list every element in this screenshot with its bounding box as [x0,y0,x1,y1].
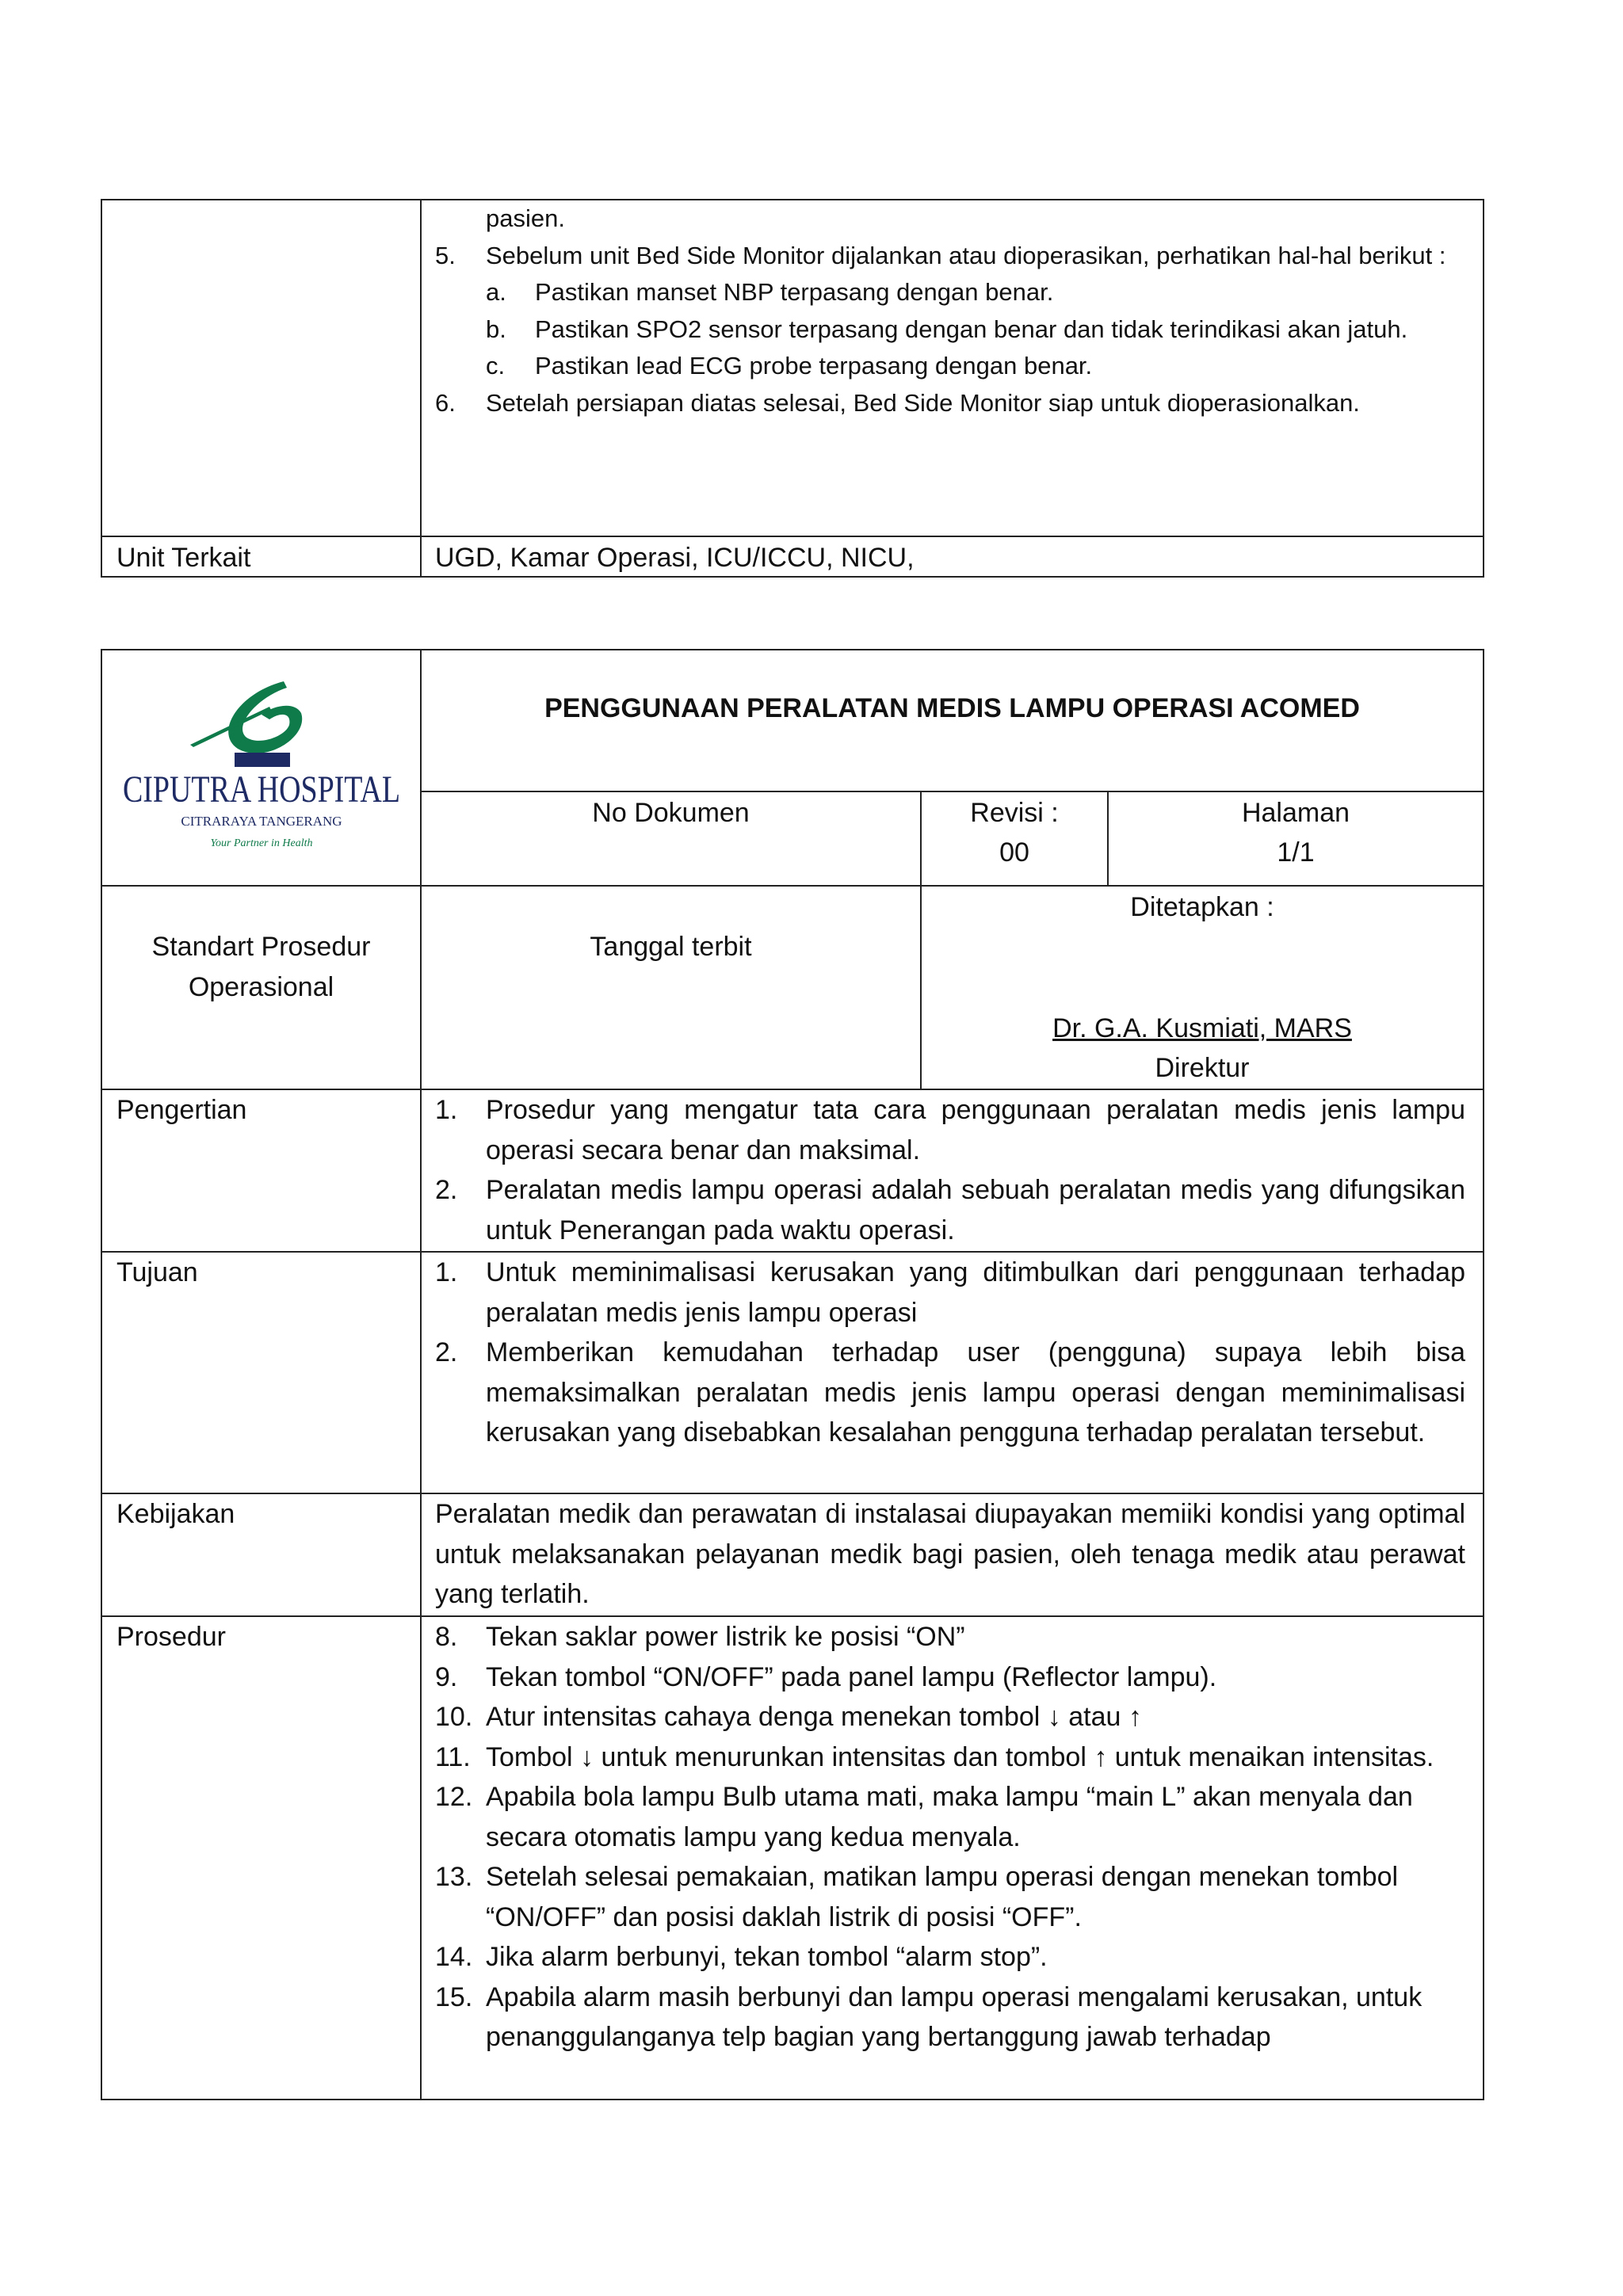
item-text: Tombol ↓ untuk menurunkan intensitas dan tombol ↑ untuk menaikan intensitas. [486,1741,1434,1772]
item-number: 10. [435,1702,473,1732]
halaman-value: 1/1 [1277,837,1315,868]
hospital-logo [111,658,412,879]
item-number: 2. [435,1337,458,1367]
item-number: 12. [435,1782,473,1812]
signer-name-text: Dr. G.A. Kusmiati, MARS [1052,1013,1352,1043]
item-number: 6. [435,388,456,417]
tanggal-terbit-label: Tanggal terbit [590,932,752,962]
item-text: Memberikan kemudahan terhadap user (pengguna) supaya lebih bisa memaksimalkan peralatan medis jenis lampu operasi dengan meminimalisasi kerusakan yang disebabkan kesalahan pengguna terhadap peralatan tersebut. [486,1337,1465,1447]
item-text: Setelah selesai pemakaian, matikan lampu operasi dengan menekan tombol “ON/OFF” dan posisi daklah listrik di posisi “OFF”. [486,1862,1399,1932]
sop-label [102,927,420,1007]
item-text: Apabila alarm masih berbunyi dan lampu operasi mengalami kerusakan, untuk penanggulanganya telp bagian yang bertanggung jawab terhadap [486,1981,1423,2052]
table-border [101,649,1484,650]
ditetapkan-label: Ditetapkan : [1130,892,1274,922]
list-item [435,1777,1465,1857]
pengertian-list [435,1090,1465,1250]
sop-label-line: Operasional [188,971,334,1002]
item-text: Jika alarm berbunyi, tekan tombol “alarm stop”. [486,1942,1048,1972]
item-number: 2. [435,1175,458,1205]
item-text: Apabila bola lampu Bulb utama mati, maka lampu “main L” akan menyala dan secara otomatis lampu yang kedua menyala. [486,1782,1413,1852]
continued-list [435,200,1465,421]
list-item [435,1937,1465,1978]
table-border [1483,649,1484,2100]
sub-item-text: Pastikan SPO2 sensor terpasang dengan benar dan tidak terindikasi akan jatuh. [535,315,1408,343]
svg-text:CITRARAYA TANGERANG: CITRARAYA TANGERANG [181,814,342,829]
lead-text: pasien. [486,204,565,232]
sub-item-letter: a. [486,278,506,306]
no-dokumen-label: No Dokumen [592,798,750,828]
table-border [420,791,1484,792]
revisi-label: Revisi : [970,798,1059,828]
sub-item-letter: c. [486,352,506,379]
item-text: Sebelum unit Bed Side Monitor dijalankan atau dioperasikan, perhatikan hal-hal berikut : [486,241,1446,269]
list-item [435,238,1465,275]
kebijakan-text: Peralatan medik dan perawatan di instalasai diupayakan memiiki kondisi yang optimal untuk melaksanakan pelayanan medik bagi pasien, oleh tenaga medik atau perawat yang terlatih. [435,1499,1465,1609]
unit-terkait-label: Unit Terkait [116,543,251,573]
svg-text:Your Partner in Health: Your Partner in Health [210,837,313,849]
table-border [101,885,1484,887]
list-item [435,1697,1465,1737]
tujuan-list [435,1253,1465,1453]
list-item [435,1857,1465,1937]
pengertian-label: Pengertian [116,1095,247,1125]
list-item [435,1737,1465,1778]
sub-item-text: Pastikan manset NBP terpasang dengan benar. [535,278,1054,306]
halaman-label: Halaman [1241,798,1350,828]
list-item [435,1253,1465,1333]
list-item [435,1170,1465,1250]
sub-item-letter: b. [486,315,506,343]
item-text: Untuk meminimalisasi kerusakan yang ditimbulkan dari penggunaan terhadap peralatan medis jenis lampu operasi [486,1257,1465,1328]
tujuan-label: Tujuan [116,1257,198,1287]
list-item [435,1333,1465,1453]
item-number: 9. [435,1661,458,1692]
item-text: Setelah persiapan diatas selesai, Bed Side Monitor siap untuk dioperasionalkan. [486,388,1360,417]
table-border [101,199,102,578]
prosedur-list [435,1617,1465,2058]
list-item [435,1617,1465,1657]
list-item [435,1090,1465,1170]
signer-name [922,1009,1483,1049]
item-number: 1. [435,1095,458,1125]
item-number: 5. [435,241,456,269]
kebijakan-label: Kebijakan [116,1499,235,1529]
table-border [101,649,102,2100]
item-text: Atur intensitas cahaya denga menekan tombol ↓ atau ↑ [486,1702,1142,1732]
table-border [101,536,1484,537]
table-border [101,2099,1484,2100]
prosedur-label: Prosedur [116,1622,226,1652]
table-border [1483,199,1484,578]
item-text: Peralatan medis lampu operasi adalah sebuah peralatan medis yang difungsikan untuk Penerangan pada waktu operasi. [486,1175,1465,1245]
ciputra-logo-icon [111,658,412,879]
list-item [435,385,1465,422]
revisi-value: 00 [999,837,1029,868]
sub-item [435,274,1465,311]
item-number: 11. [435,1741,471,1772]
svg-text:CIPUTRA HOSPITAL: CIPUTRA HOSPITAL [123,769,400,810]
sub-item-text: Pastikan lead ECG probe terpasang dengan benar. [535,352,1093,379]
sub-item [435,348,1465,385]
unit-terkait-value: UGD, Kamar Operasi, ICU/ICCU, NICU, [435,543,915,573]
item-number: 15. [435,1981,473,2012]
item-number: 14. [435,1942,473,1972]
item-number: 1. [435,1257,458,1287]
sop-label-line: Standart Prosedur [151,932,371,962]
list-item [435,1657,1465,1698]
list-item [435,1978,1465,2058]
item-text: Tekan tombol “ON/OFF” pada panel lampu (Reflector lampu). [486,1661,1217,1692]
item-number: 8. [435,1622,458,1652]
item-text: Prosedur yang mengatur tata cara penggunaan peralatan medis jenis lampu operasi secara benar dan maksimal. [486,1095,1465,1165]
signer-title: Direktur [1155,1053,1250,1083]
document-title: PENGGUNAAN PERALATAN MEDIS LAMPU OPERASI ACOMED [544,693,1360,723]
table-border [420,649,422,2100]
table-border [420,199,422,578]
item-text: Tekan saklar power listrik ke posisi “ON” [486,1622,965,1652]
sub-item [435,311,1465,349]
item-number: 13. [435,1862,473,1892]
